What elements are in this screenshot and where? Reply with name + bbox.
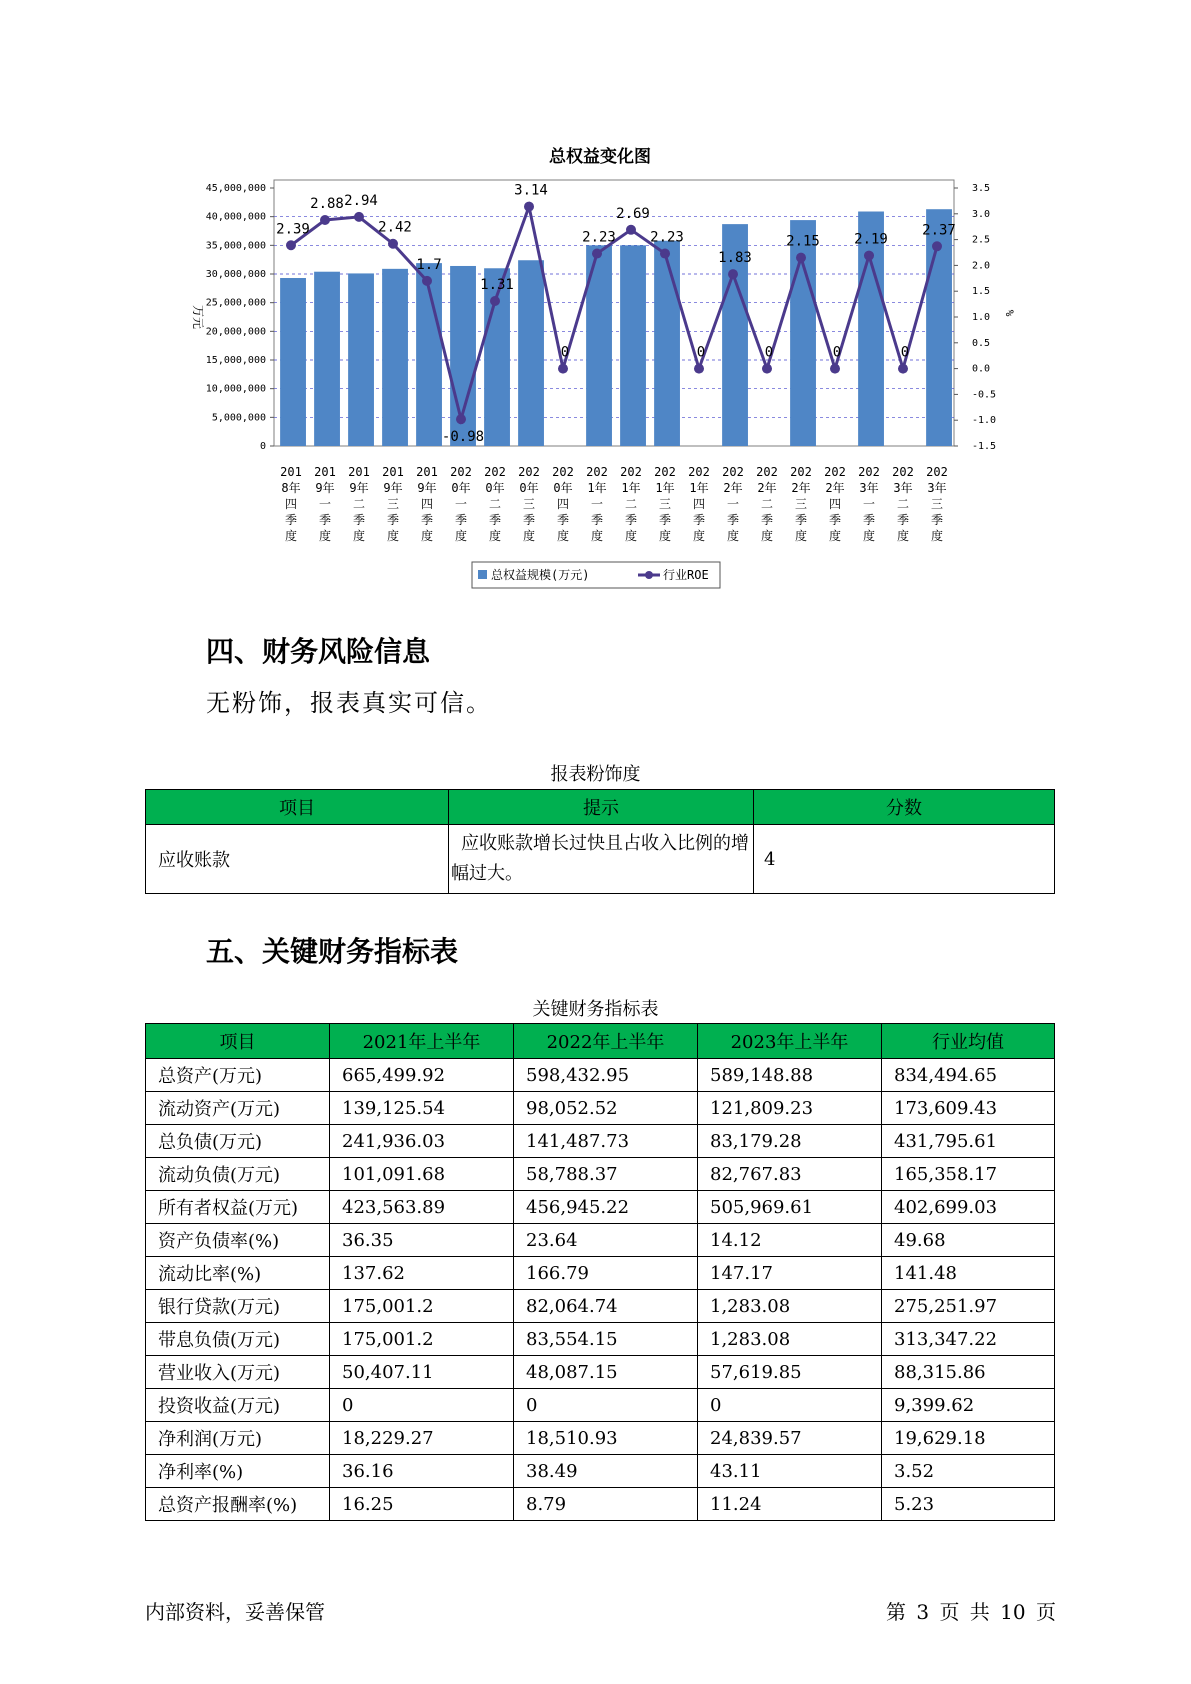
roe-point (796, 253, 806, 263)
x-tick-label: 9年 (383, 481, 403, 495)
y2-axis-label: % (1003, 309, 1016, 317)
roe-data-label: 1.7 (416, 256, 442, 273)
table-row (146, 1488, 1055, 1521)
bar (280, 278, 306, 446)
x-tick-label: 一 (454, 497, 468, 511)
kpi-cell: 121,809.23 (698, 1092, 882, 1125)
x-tick-label: 二 (352, 497, 366, 511)
y-tick-label: 10,000,000 (205, 383, 266, 395)
x-tick-label: 度 (556, 529, 570, 543)
x-tick-label: 3年 (893, 481, 913, 495)
kpi-cell: 0 (514, 1389, 698, 1422)
kpi-cell: 141,487.73 (514, 1125, 698, 1158)
roe-data-label: 2.42 (378, 219, 412, 236)
kpi-row-label: 净利率(%) (146, 1455, 330, 1488)
table-row (146, 1389, 1055, 1422)
x-tick-label: 季 (522, 513, 536, 527)
x-tick-label: 度 (828, 529, 842, 543)
y-tick-label: 35,000,000 (205, 240, 266, 252)
kpi-cell: 173,609.43 (882, 1092, 1055, 1125)
roe-point (694, 364, 704, 374)
section5-heading: 五、关键财务指标表 (206, 935, 459, 968)
roe-point (524, 202, 534, 212)
x-tick-label: 季 (590, 513, 604, 527)
risk-table (145, 789, 1055, 894)
x-tick-label: 201 (348, 465, 370, 479)
x-tick-label: 1年 (587, 481, 607, 495)
x-tick-label: 季 (658, 513, 672, 527)
kpi-row-label: 银行贷款(万元) (146, 1290, 330, 1323)
kpi-cell: 456,945.22 (514, 1191, 698, 1224)
x-tick-label: 季 (828, 513, 842, 527)
table-row (146, 1356, 1055, 1389)
table-row (146, 1257, 1055, 1290)
x-tick-label: 季 (352, 513, 366, 527)
kpi-row-label: 流动比率(%) (146, 1257, 330, 1290)
x-tick-label: 度 (692, 529, 706, 543)
table-row (146, 825, 1055, 894)
x-tick-label: 季 (454, 513, 468, 527)
y2-tick-label: 0.0 (972, 363, 991, 375)
y2-tick-label: 2.0 (972, 260, 991, 272)
y2-tick-label: 2.5 (972, 234, 991, 246)
x-tick-label: 3年 (927, 481, 947, 495)
roe-data-label: 2.39 (276, 221, 310, 238)
y2-tick-label: -1.0 (972, 415, 997, 427)
kpi-cell: 49.68 (882, 1224, 1055, 1257)
x-tick-label: 四 (692, 497, 706, 511)
kpi-row-label: 总负债(万元) (146, 1125, 330, 1158)
bar (620, 245, 646, 446)
kpi-cell: 82,767.83 (698, 1158, 882, 1191)
x-tick-label: 202 (688, 465, 710, 479)
x-tick-label: 度 (284, 529, 298, 543)
y2-tick-label: -0.5 (972, 389, 997, 401)
table-row (146, 1191, 1055, 1224)
kpi-cell: 48,087.15 (514, 1356, 698, 1389)
kpi-cell: 1,283.08 (698, 1323, 882, 1356)
x-tick-label: 三 (386, 497, 400, 511)
kpi-row-label: 营业收入(万元) (146, 1356, 330, 1389)
x-tick-label: 三 (522, 497, 536, 511)
x-tick-label: 四 (420, 497, 434, 511)
kpi-cell: 423,563.89 (330, 1191, 514, 1224)
x-tick-label: 202 (620, 465, 642, 479)
roe-point (592, 249, 602, 259)
risk-header-item: 项目 (146, 790, 449, 825)
x-tick-label: 度 (760, 529, 774, 543)
y-tick-label: 20,000,000 (205, 326, 266, 338)
kpi-cell: 1,283.08 (698, 1290, 882, 1323)
kpi-cell: 5.23 (882, 1488, 1055, 1521)
risk-item: 应收账款 (146, 825, 449, 894)
chart-svg (150, 130, 1050, 600)
roe-data-label: 0 (696, 344, 706, 361)
kpi-cell: 402,699.03 (882, 1191, 1055, 1224)
roe-data-label: 0 (832, 344, 842, 361)
x-tick-label: 季 (760, 513, 774, 527)
x-tick-label: 四 (828, 497, 842, 511)
kpi-header-2023: 2023年上半年 (698, 1024, 882, 1059)
roe-point (388, 239, 398, 249)
x-tick-label: 202 (858, 465, 880, 479)
y-tick-label: 30,000,000 (205, 269, 266, 280)
y-tick-label: 0 (259, 441, 266, 452)
x-tick-label: 度 (930, 529, 944, 543)
x-tick-label: 1年 (689, 481, 709, 495)
x-tick-label: 度 (624, 529, 638, 543)
kpi-header-2021: 2021年上半年 (330, 1024, 514, 1059)
x-tick-label: 度 (352, 529, 366, 543)
kpi-row-label: 净利润(万元) (146, 1422, 330, 1455)
kpi-cell: 166.79 (514, 1257, 698, 1290)
x-tick-label: 2年 (791, 481, 811, 495)
kpi-row-label: 流动资产(万元) (146, 1092, 330, 1125)
chart-title: 总权益变化图 (549, 147, 651, 167)
roe-point (898, 364, 908, 374)
risk-score: 4 (754, 825, 1055, 894)
bar (382, 269, 408, 446)
x-tick-label: 一 (318, 497, 332, 511)
x-tick-label: 一 (726, 497, 740, 511)
roe-point (728, 269, 738, 279)
x-tick-label: 二 (896, 497, 910, 511)
roe-data-label: 0 (560, 344, 570, 361)
bar (314, 272, 340, 446)
table-row (146, 1125, 1055, 1158)
kpi-cell: 141.48 (882, 1257, 1055, 1290)
kpi-cell: 9,399.62 (882, 1389, 1055, 1422)
kpi-cell: 58,788.37 (514, 1158, 698, 1191)
roe-data-label: 2.19 (854, 231, 888, 248)
kpi-cell: 598,432.95 (514, 1059, 698, 1092)
x-tick-label: 度 (590, 529, 604, 543)
roe-data-label: -0.98 (441, 429, 485, 446)
roe-data-label: 2.23 (582, 229, 616, 246)
x-tick-label: 季 (386, 513, 400, 527)
kpi-row-label: 总资产报酬率(%) (146, 1488, 330, 1521)
kpi-row-label: 总资产(万元) (146, 1059, 330, 1092)
x-tick-label: 二 (760, 497, 774, 511)
roe-point (354, 212, 364, 222)
kpi-cell: 589,148.88 (698, 1059, 882, 1092)
y2-tick-label: 0.5 (972, 337, 991, 349)
kpi-cell: 101,091.68 (330, 1158, 514, 1191)
x-tick-label: 季 (726, 513, 740, 527)
roe-point (558, 364, 568, 374)
bar (518, 260, 544, 446)
y-tick-label: 45,000,000 (205, 183, 266, 194)
kpi-cell: 43.11 (698, 1455, 882, 1488)
x-tick-label: 202 (892, 465, 914, 479)
roe-data-label: 0 (764, 344, 774, 361)
x-tick-label: 度 (488, 529, 502, 543)
kpi-cell: 50,407.11 (330, 1356, 514, 1389)
x-tick-label: 一 (590, 497, 604, 511)
kpi-cell: 137.62 (330, 1257, 514, 1290)
x-tick-label: 季 (420, 513, 434, 527)
legend-bar-label: 总权益规模(万元) (491, 568, 590, 582)
roe-data-label: 1.31 (480, 277, 514, 294)
kpi-cell: 431,795.61 (882, 1125, 1055, 1158)
y2-tick-label: 1.0 (972, 312, 991, 323)
roe-data-label: 2.23 (650, 229, 684, 246)
roe-data-label: 2.15 (786, 233, 820, 250)
x-tick-label: 9年 (315, 481, 335, 495)
kpi-cell: 88,315.86 (882, 1356, 1055, 1389)
equity-chart (150, 130, 1050, 600)
x-tick-label: 季 (556, 513, 570, 527)
x-tick-label: 3年 (859, 481, 879, 495)
x-tick-label: 四 (556, 497, 570, 511)
kpi-cell: 11.24 (698, 1488, 882, 1521)
kpi-table-caption: 关键财务指标表 (532, 999, 659, 1020)
x-tick-label: 201 (314, 465, 336, 479)
x-tick-label: 四 (284, 497, 298, 511)
kpi-header-item: 项目 (146, 1024, 330, 1059)
kpi-cell: 139,125.54 (330, 1092, 514, 1125)
roe-point (864, 251, 874, 261)
x-tick-label: 度 (386, 529, 400, 543)
kpi-cell: 83,179.28 (698, 1125, 882, 1158)
x-tick-label: 季 (624, 513, 638, 527)
x-tick-label: 0年 (519, 481, 539, 495)
x-tick-label: 季 (862, 513, 876, 527)
kpi-header-2022: 2022年上半年 (514, 1024, 698, 1059)
kpi-cell: 16.25 (330, 1488, 514, 1521)
kpi-table (145, 1023, 1055, 1521)
roe-data-label: 2.37 (922, 222, 956, 239)
kpi-cell: 0 (698, 1389, 882, 1422)
x-tick-label: 季 (318, 513, 332, 527)
x-tick-label: 三 (794, 497, 808, 511)
x-tick-label: 度 (726, 529, 740, 543)
risk-table-caption: 报表粉饰度 (550, 764, 641, 785)
kpi-cell: 23.64 (514, 1224, 698, 1257)
footer-page-number: 第 3 页 共 10 页 (886, 1600, 1056, 1624)
kpi-cell: 98,052.52 (514, 1092, 698, 1125)
roe-point (286, 240, 296, 250)
x-tick-label: 2年 (825, 481, 845, 495)
kpi-cell: 147.17 (698, 1257, 882, 1290)
kpi-row-label: 所有者权益(万元) (146, 1191, 330, 1224)
x-tick-label: 202 (552, 465, 574, 479)
risk-hint: 应收账款增长过快且占收入比例的增幅过大。 (449, 825, 754, 894)
table-row (146, 1224, 1055, 1257)
roe-data-label: 2.94 (344, 192, 378, 209)
roe-data-label: 2.69 (616, 205, 650, 222)
kpi-cell: 275,251.97 (882, 1290, 1055, 1323)
kpi-row-label: 投资收益(万元) (146, 1389, 330, 1422)
table-row (146, 1455, 1055, 1488)
table-row (146, 1158, 1055, 1191)
legend-line-marker (645, 571, 653, 579)
section4-text: 无粉饰，报表真实可信。 (206, 689, 492, 717)
footer-confidential: 内部资料，妥善保管 (145, 1600, 325, 1624)
x-tick-label: 202 (722, 465, 744, 479)
kpi-cell: 14.12 (698, 1224, 882, 1257)
y-tick-label: 25,000,000 (205, 297, 266, 309)
y2-tick-label: -1.5 (972, 441, 997, 452)
kpi-cell: 665,499.92 (330, 1059, 514, 1092)
roe-data-label: 3.14 (514, 182, 548, 199)
x-tick-label: 8年 (281, 481, 301, 495)
kpi-cell: 505,969.61 (698, 1191, 882, 1224)
x-tick-label: 季 (692, 513, 706, 527)
table-row (146, 1422, 1055, 1455)
y-tick-label: 40,000,000 (205, 211, 266, 223)
x-tick-label: 季 (284, 513, 298, 527)
legend-bar-swatch (478, 570, 487, 579)
x-tick-label: 202 (790, 465, 812, 479)
y2-tick-label: 3.5 (972, 183, 991, 194)
roe-point (762, 364, 772, 374)
table-row (146, 1323, 1055, 1356)
x-tick-label: 2年 (723, 481, 743, 495)
roe-data-label: 2.88 (310, 195, 344, 212)
x-tick-label: 度 (862, 529, 876, 543)
x-tick-label: 季 (794, 513, 808, 527)
roe-point (456, 414, 466, 424)
kpi-cell: 175,001.2 (330, 1290, 514, 1323)
risk-header-hint: 提示 (449, 790, 754, 825)
bar (348, 273, 374, 446)
x-tick-label: 201 (416, 465, 438, 479)
x-tick-label: 202 (450, 465, 472, 479)
kpi-row-label: 资产负债率(%) (146, 1224, 330, 1257)
roe-point (932, 241, 942, 251)
y-axis-label: 万元 (191, 304, 205, 330)
kpi-cell: 36.16 (330, 1455, 514, 1488)
kpi-cell: 241,936.03 (330, 1125, 514, 1158)
table-row (146, 1059, 1055, 1092)
x-tick-label: 0年 (451, 481, 471, 495)
x-tick-label: 度 (896, 529, 910, 543)
x-tick-label: 度 (318, 529, 332, 543)
x-tick-label: 202 (654, 465, 676, 479)
x-tick-label: 二 (488, 497, 502, 511)
x-tick-label: 度 (522, 529, 536, 543)
x-tick-label: 度 (658, 529, 672, 543)
kpi-cell: 18,510.93 (514, 1422, 698, 1455)
kpi-cell: 834,494.65 (882, 1059, 1055, 1092)
x-tick-label: 季 (930, 513, 944, 527)
x-tick-label: 三 (658, 497, 672, 511)
risk-header-score: 分数 (754, 790, 1055, 825)
table-row (146, 1290, 1055, 1323)
x-tick-label: 202 (824, 465, 846, 479)
kpi-row-label: 带息负债(万元) (146, 1323, 330, 1356)
table-row (146, 1092, 1055, 1125)
x-tick-label: 度 (794, 529, 808, 543)
roe-point (422, 276, 432, 286)
x-tick-label: 季 (488, 513, 502, 527)
kpi-cell: 57,619.85 (698, 1356, 882, 1389)
x-tick-label: 202 (926, 465, 948, 479)
x-tick-label: 季 (896, 513, 910, 527)
kpi-cell: 313,347.22 (882, 1323, 1055, 1356)
kpi-cell: 165,358.17 (882, 1158, 1055, 1191)
section4-heading: 四、财务风险信息 (206, 635, 431, 668)
kpi-cell: 0 (330, 1389, 514, 1422)
roe-point (320, 215, 330, 225)
x-tick-label: 202 (586, 465, 608, 479)
kpi-cell: 18,229.27 (330, 1422, 514, 1455)
kpi-cell: 19,629.18 (882, 1422, 1055, 1455)
x-tick-label: 0年 (485, 481, 505, 495)
kpi-cell: 3.52 (882, 1455, 1055, 1488)
x-tick-label: 1年 (621, 481, 641, 495)
roe-data-label: 1.83 (718, 250, 752, 267)
roe-point (660, 249, 670, 259)
x-tick-label: 二 (624, 497, 638, 511)
kpi-cell: 82,064.74 (514, 1290, 698, 1323)
roe-point (490, 296, 500, 306)
x-tick-label: 202 (484, 465, 506, 479)
risk-table-header (146, 790, 1055, 825)
kpi-cell: 38.49 (514, 1455, 698, 1488)
kpi-cell: 175,001.2 (330, 1323, 514, 1356)
x-tick-label: 度 (420, 529, 434, 543)
kpi-header-industry: 行业均值 (882, 1024, 1055, 1059)
roe-point (830, 364, 840, 374)
roe-data-label: 0 (900, 344, 910, 361)
roe-point (626, 225, 636, 235)
y-tick-label: 5,000,000 (211, 412, 266, 424)
kpi-cell: 24,839.57 (698, 1422, 882, 1455)
kpi-cell: 36.35 (330, 1224, 514, 1257)
x-tick-label: 2年 (757, 481, 777, 495)
x-tick-label: 9年 (349, 481, 369, 495)
x-tick-label: 三 (930, 497, 944, 511)
y2-tick-label: 3.0 (972, 208, 991, 220)
legend-line-label: 行业ROE (663, 568, 709, 582)
kpi-cell: 8.79 (514, 1488, 698, 1521)
x-tick-label: 202 (756, 465, 778, 479)
kpi-cell: 83,554.15 (514, 1323, 698, 1356)
bar (654, 241, 680, 446)
kpi-row-label: 流动负债(万元) (146, 1158, 330, 1191)
x-tick-label: 一 (862, 497, 876, 511)
x-tick-label: 201 (382, 465, 404, 479)
x-tick-label: 201 (280, 465, 302, 479)
y2-tick-label: 1.5 (972, 286, 991, 298)
x-tick-label: 度 (454, 529, 468, 543)
x-tick-label: 1年 (655, 481, 675, 495)
x-tick-label: 0年 (553, 481, 573, 495)
x-tick-label: 202 (518, 465, 540, 479)
y-tick-label: 15,000,000 (205, 355, 266, 366)
x-tick-label: 9年 (417, 481, 437, 495)
kpi-table-header (146, 1024, 1055, 1059)
